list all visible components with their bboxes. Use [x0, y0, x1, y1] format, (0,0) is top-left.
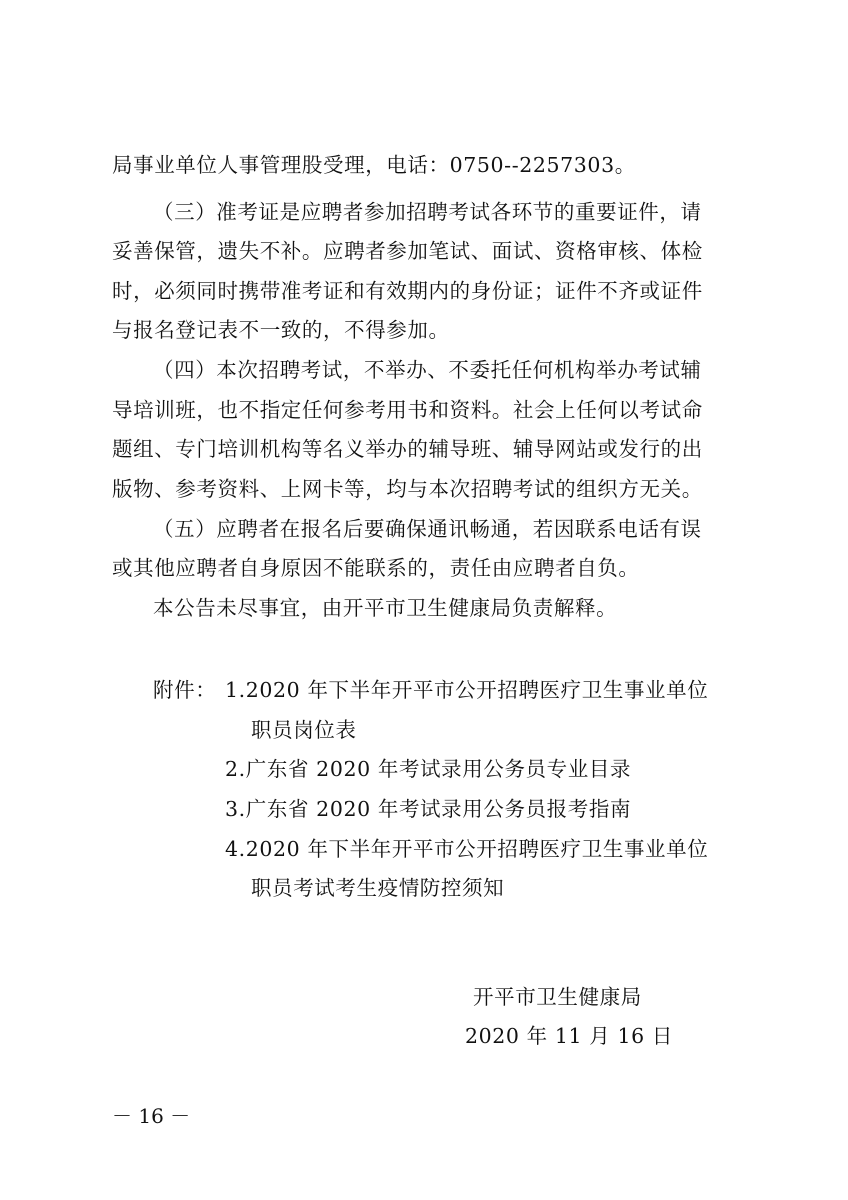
- attachment-item: 2.广东省 2020 年考试录用公务员专业目录: [225, 757, 632, 781]
- page-number: － 16 －: [112, 1104, 191, 1128]
- body-line: 版物、参考资料、上网卡等，均与本次招聘考试的组织方无关。: [112, 477, 703, 501]
- body-line: （三）准考证是应聘者参加招聘考试各环节的重要证件，请: [153, 200, 702, 224]
- attachments-label: 附件：: [153, 678, 217, 702]
- body-line: 导培训班，也不指定任何参考用书和资料。社会上任何以考试命: [112, 398, 703, 422]
- body-line: 时，必须同时携带准考证和有效期内的身份证；证件不齐或证件: [112, 279, 703, 303]
- issuing-organization: 开平市卫生健康局: [473, 985, 642, 1009]
- attachment-item-continuation: 职员考试考生疫情防控须知: [251, 876, 505, 900]
- attachment-item: 4.2020 年下半年开平市公开招聘医疗卫生事业单位: [225, 837, 709, 861]
- body-line: 题组、专门培训机构等名义举办的辅导班、辅导网站或发行的出: [112, 437, 703, 461]
- body-line: 或其他应聘者自身原因不能联系的，责任由应聘者自负。: [112, 556, 640, 580]
- attachment-item: 3.广东省 2020 年考试录用公务员报考指南: [225, 797, 632, 821]
- body-line: 局事业单位人事管理股受理，电话：0750--2257303。: [112, 153, 636, 177]
- body-line: （四）本次招聘考试，不举办、不委托任何机构举办考试辅: [153, 358, 702, 382]
- attachment-item-continuation: 职员岗位表: [251, 718, 357, 742]
- body-line: （五）应聘者在报名后要确保通讯畅通，若因联系电话有误: [153, 517, 702, 541]
- issue-date: 2020 年 11 月 16 日: [465, 1024, 674, 1048]
- body-line: 妥善保管，遗失不补。应聘者参加笔试、面试、资格审核、体检: [112, 239, 703, 263]
- body-line: 与报名登记表不一致的，不得参加。: [112, 318, 450, 342]
- attachment-item: 1.2020 年下半年开平市公开招聘医疗卫生事业单位: [225, 678, 709, 702]
- body-line: 本公告未尽事宜，由开平市卫生健康局负责解释。: [153, 596, 618, 620]
